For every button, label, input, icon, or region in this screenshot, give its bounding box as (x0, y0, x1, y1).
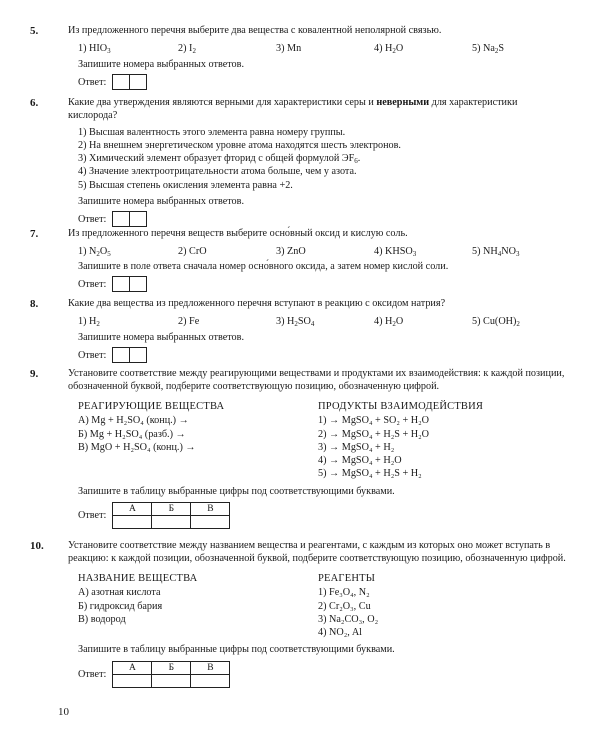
instruction: Запишите номера выбранных ответов. (78, 59, 244, 71)
answer-table (112, 661, 230, 688)
substance-v: В) водород (78, 613, 126, 625)
question-text: Какие два утверждения являются верными для характеристики серы и неверными для характеристики кислорода? (68, 97, 518, 121)
answer-cell[interactable] (130, 348, 146, 362)
question-10 (28, 540, 568, 688)
product-4: 4) → MgSO₄ + H₂O (318, 455, 402, 467)
answer-cell[interactable] (152, 516, 191, 529)
table-header-a: А (113, 661, 152, 674)
option-2[interactable]: 2) $I_2$ (178, 42, 196, 55)
matching-columns (78, 400, 568, 481)
question-text: Из предложенного перечня выберите два вещества с ковалентной неполярной связью. (68, 25, 442, 36)
reactant-a: А) Mg + H₂SO₄ (конц.) → (78, 415, 189, 427)
option-4[interactable]: 4) $H_2O$ (374, 42, 404, 55)
matching-columns (78, 572, 568, 640)
option-3[interactable]: 3) Mn (276, 42, 302, 54)
table-header-a: А (113, 502, 152, 515)
reagent-4: 4) NO₂, Al (318, 627, 363, 639)
answer-cell[interactable] (191, 516, 230, 529)
question-9 (28, 368, 568, 529)
option-3[interactable]: 3) $H_2SO_4$ (276, 315, 315, 328)
answer-cell[interactable] (113, 277, 130, 291)
statement-4[interactable]: 4) Значение электроотрицательности атома больше, чем у азота. (78, 166, 357, 178)
instruction: Запишите в таблицу выбранные цифры под соответствующими буквами. (78, 485, 395, 497)
answer-cell[interactable] (130, 277, 146, 291)
product-5: 5) → MgSO₄ + H₂S + H₂ (318, 468, 422, 480)
instruction: Запишите номера выбранных ответов. (78, 195, 244, 207)
product-2: 2) → MgSO₄ + H₂S + H₂O (318, 428, 430, 440)
answer-cell[interactable] (113, 212, 130, 226)
answer-field[interactable] (112, 74, 147, 90)
question-number: 7. (30, 228, 39, 240)
answer-row (78, 211, 568, 227)
answer-cell[interactable] (113, 674, 152, 687)
option-3[interactable]: 3) ZnO (276, 245, 306, 257)
options (78, 315, 568, 328)
products-column (318, 400, 568, 481)
question-8 (28, 298, 568, 363)
statement-1[interactable]: 1) Высшая валентность этого элемента равна номеру группы. (78, 126, 346, 138)
question-text: Установите соответствие между названием вещества и реагентами, с каждым из которых оно может вступать в реакцию: к каждой позиции, обозначенной буквой, подберите соответствующую позицию, обозначенную цифрой. (68, 540, 566, 564)
reagent-2: 2) Cr₂O₃, Cu (318, 600, 371, 612)
question-6 (28, 97, 568, 227)
answer-field[interactable] (112, 347, 147, 363)
answer-table (112, 502, 230, 529)
answer-row (78, 74, 568, 90)
options (78, 42, 568, 55)
answer-table-row (78, 502, 568, 529)
question-number: 6. (30, 97, 39, 109)
question-5 (28, 25, 568, 90)
option-5[interactable]: 5) $Na_2S$ (472, 42, 505, 55)
question-7 (28, 228, 568, 292)
answer-cell[interactable] (152, 674, 191, 687)
options (78, 245, 568, 258)
instruction: Запишите номера выбранных ответов. (78, 332, 244, 344)
product-3: 3) → MgSO₄ + H₂ (318, 441, 395, 453)
table-header-b: Б (152, 661, 191, 674)
statements-list (78, 126, 568, 192)
answer-label: Ответ: (78, 278, 107, 290)
product-1: 1) → MgSO₄ + SO₂ + H₂O (318, 415, 430, 427)
instruction: Запишите в поле ответа сначала номер осно́вного оксида, а затем номер кислой соли. (78, 261, 449, 273)
option-2[interactable]: 2) CrO (178, 245, 207, 257)
answer-cell[interactable] (130, 75, 146, 89)
substances-column (78, 572, 318, 640)
page-number: 10 (58, 706, 69, 718)
answer-table-row (78, 661, 568, 688)
option-1[interactable]: 1) $H_2$ (78, 315, 100, 328)
answer-cell[interactable] (113, 516, 152, 529)
reagents-column (318, 572, 568, 640)
substance-b: Б) гидроксид бария (78, 600, 163, 612)
reagent-1: 1) Fe₃O₄, N₂ (318, 587, 370, 599)
option-5[interactable]: 5) $NH_4NO_3$ (472, 245, 520, 258)
table-header-b: Б (152, 502, 191, 515)
reagent-3: 3) Na₂CO₃, O₂ (318, 613, 379, 625)
question-number: 5. (30, 25, 39, 37)
statement-2[interactable]: 2) На внешнем энергетическом уровне атома находятся шесть электронов. (78, 139, 401, 151)
answer-row (78, 276, 568, 292)
answer-row (78, 347, 568, 363)
answer-cell[interactable] (113, 348, 130, 362)
option-4[interactable]: 4) $H_2O$ (374, 315, 404, 328)
answer-label: Ответ: (78, 349, 107, 361)
answer-label: Ответ: (78, 213, 107, 225)
answer-cell[interactable] (191, 674, 230, 687)
question-text: Из предложенного перечня веществ выберите осно́вный оксид и кислую соль. (68, 228, 408, 239)
table-header-v: В (191, 661, 230, 674)
question-number: 9. (30, 368, 39, 380)
question-text: Установите соответствие между реагирующими веществами и продуктами их взаимодействия: к каждой позиции, обозначенной буквой, подберите соответствующую позицию, обозначенную цифрой. (68, 368, 565, 392)
statement-5[interactable]: 5) Высшая степень окисления элемента равна +2. (78, 179, 293, 191)
question-number: 8. (30, 298, 39, 310)
statement-3[interactable]: 3) Химический элемент образует фторид с общей формулой $ЭF_6$. (78, 153, 361, 166)
answer-label: Ответ: (78, 668, 107, 680)
instruction: Запишите в таблицу выбранные цифры под соответствующими буквами. (78, 644, 395, 656)
answer-field[interactable] (112, 276, 147, 292)
reactant-b: Б) Mg + H₂SO₄ (разб.) → (78, 428, 186, 440)
substance-a: А) азотная кислота (78, 587, 161, 599)
column-title: РЕАГИРУЮЩИЕ ВЕЩЕСТВА (78, 400, 225, 412)
option-4[interactable]: 4) $KHSO_3$ (374, 245, 417, 258)
answer-label: Ответ: (78, 509, 107, 521)
table-header-v: В (191, 502, 230, 515)
answer-cell[interactable] (113, 75, 130, 89)
column-title: РЕАГЕНТЫ (318, 572, 376, 584)
reactant-v: В) MgO + H₂SO₄ (конц.) → (78, 441, 196, 453)
option-2[interactable]: 2) Fe (178, 315, 200, 327)
question-text: Какие два вещества из предложенного перечня вступают в реакцию с оксидом натрия? (68, 298, 446, 309)
reactants-column (78, 400, 318, 481)
option-1[interactable]: 1) $HIO_3$ (78, 42, 111, 55)
column-title: НАЗВАНИЕ ВЕЩЕСТВА (78, 572, 198, 584)
column-title: ПРОДУКТЫ ВЗАИМОДЕЙСТВИЯ (318, 400, 484, 412)
question-number: 10. (30, 540, 44, 552)
option-1[interactable]: 1) $N_2O_5$ (78, 245, 111, 258)
answer-label: Ответ: (78, 76, 107, 88)
option-5[interactable]: 5) $Cu(OH)_2$ (472, 315, 520, 328)
answer-cell[interactable] (130, 212, 146, 226)
answer-field[interactable] (112, 211, 147, 227)
